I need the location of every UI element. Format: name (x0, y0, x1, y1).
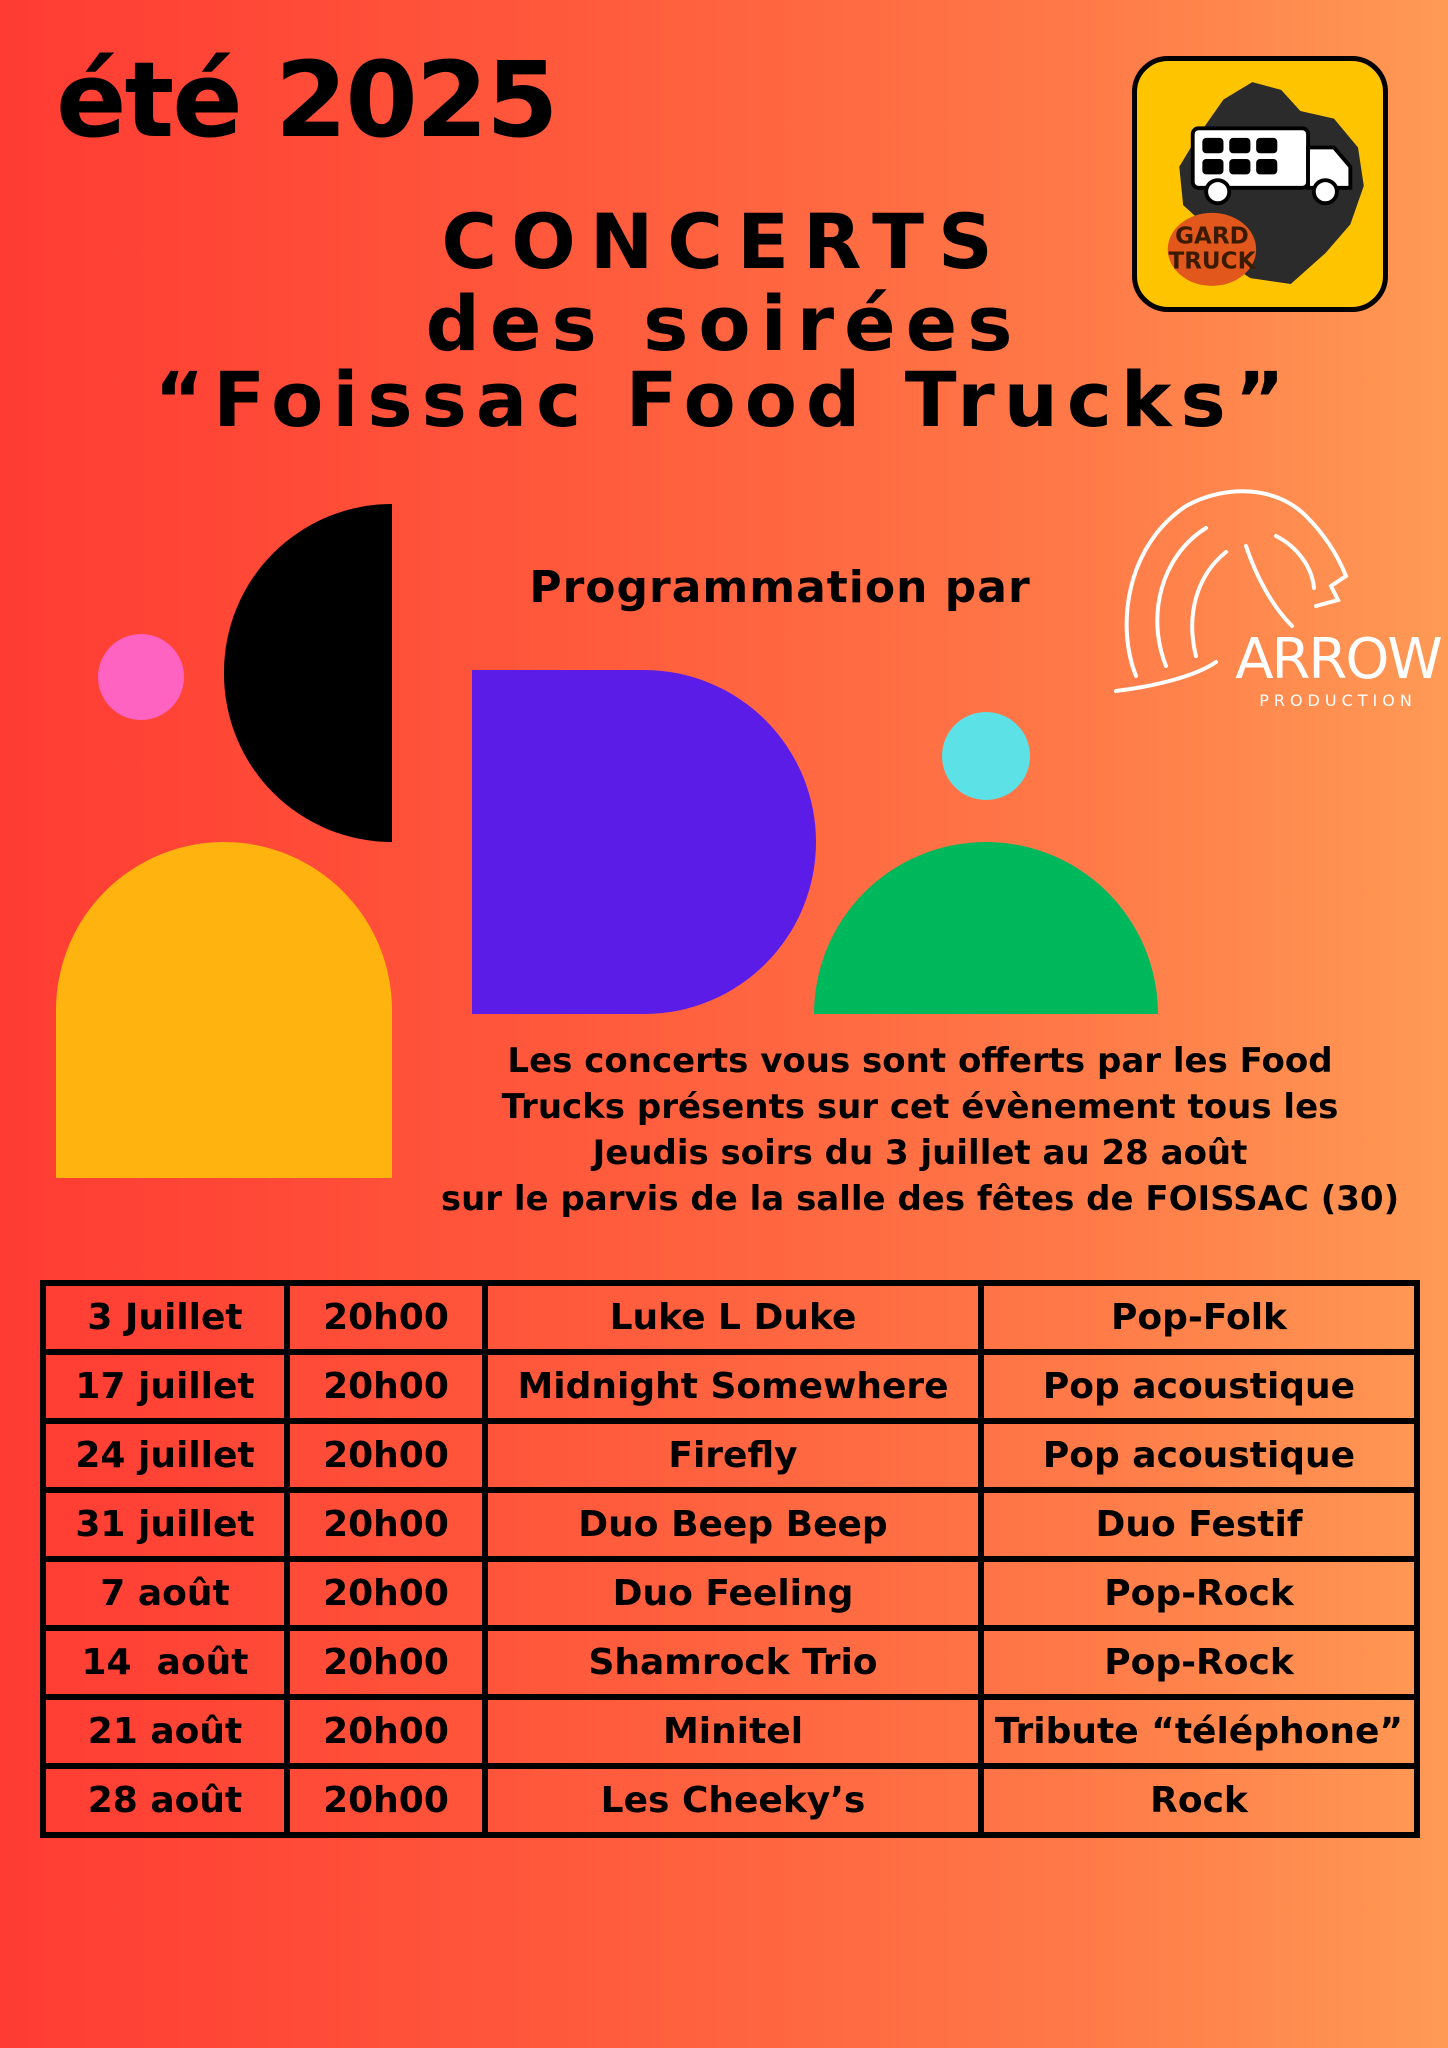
year-heading: été 2025 (56, 39, 557, 161)
table-row (43, 1628, 1417, 1697)
cyan-circle (942, 712, 1030, 800)
black-half-circle (224, 504, 392, 842)
table-row (43, 1352, 1417, 1421)
logo-text-truck: TRUCK (1168, 248, 1256, 275)
date-cell: 31 juillet (43, 1490, 287, 1559)
programming-label: Programmation par (529, 562, 1031, 613)
date-cell: 28 août (43, 1766, 287, 1835)
time-cell: 20h00 (287, 1352, 485, 1421)
artist-cell: Firefly (485, 1421, 981, 1490)
purple-d-shape (472, 670, 816, 1014)
logo-text-gard: GARD (1175, 223, 1249, 250)
genre-cell: Pop-Folk (981, 1283, 1417, 1352)
event-description (410, 1038, 1430, 1222)
artist-cell: Les Cheeky’s (485, 1766, 981, 1835)
artist-cell: Shamrock Trio (485, 1628, 981, 1697)
genre-cell: Duo Festif (981, 1490, 1417, 1559)
producer-logo-text: ARROW (1235, 627, 1441, 692)
genre-cell: Tribute “téléphone” (981, 1697, 1417, 1766)
description-line-4: sur le parvis de la salle des fêtes de FOISSAC (30) (440, 1179, 1400, 1219)
description-line-3: Jeudis soirs du 3 juillet au 28 août (592, 1133, 1248, 1173)
artist-cell: Luke L Duke (485, 1283, 981, 1352)
genre-cell: Pop acoustique (981, 1352, 1417, 1421)
table-row (43, 1283, 1417, 1352)
date-cell: 21 août (43, 1697, 287, 1766)
artist-cell: Midnight Somewhere (485, 1352, 981, 1421)
date-cell: 17 juillet (43, 1352, 287, 1421)
yellow-arch (56, 842, 392, 1178)
time-cell: 20h00 (287, 1559, 485, 1628)
producer-logo-subtext: PRODUCTION (1259, 691, 1417, 710)
pink-circle (98, 634, 184, 720)
time-cell: 20h00 (287, 1628, 485, 1697)
table-row (43, 1490, 1417, 1559)
artist-cell: Minitel (485, 1697, 981, 1766)
concert-schedule-table (40, 1280, 1420, 1838)
time-cell: 20h00 (287, 1697, 485, 1766)
title-line-1: CONCERTS (441, 197, 1007, 286)
genre-cell: Pop acoustique (981, 1421, 1417, 1490)
time-cell: 20h00 (287, 1421, 485, 1490)
lion-icon (1076, 476, 1441, 716)
genre-cell: Pop-Rock (981, 1628, 1417, 1697)
genre-cell: Pop-Rock (981, 1559, 1417, 1628)
table-row (43, 1559, 1417, 1628)
table-row (43, 1766, 1417, 1835)
time-cell: 20h00 (287, 1283, 485, 1352)
title-line-3: “Foissac Food Trucks” (154, 355, 1294, 444)
genre-cell: Rock (981, 1766, 1417, 1835)
description-line-2: Trucks présents sur cet évènement tous les (501, 1087, 1339, 1127)
date-cell: 3 Juillet (43, 1283, 287, 1352)
arrow-production-logo (1076, 476, 1441, 716)
description-line-1: Les concerts vous sont offerts par les Food (507, 1041, 1333, 1081)
time-cell: 20h00 (287, 1490, 485, 1559)
table-row (43, 1697, 1417, 1766)
date-cell: 7 août (43, 1559, 287, 1628)
time-cell: 20h00 (287, 1766, 485, 1835)
title-line-2: des soirées (425, 279, 1023, 368)
table-row (43, 1421, 1417, 1490)
date-cell: 14 août (43, 1628, 287, 1697)
date-cell: 24 juillet (43, 1421, 287, 1490)
artist-cell: Duo Feeling (485, 1559, 981, 1628)
green-dome (814, 842, 1158, 1014)
artist-cell: Duo Beep Beep (485, 1490, 981, 1559)
